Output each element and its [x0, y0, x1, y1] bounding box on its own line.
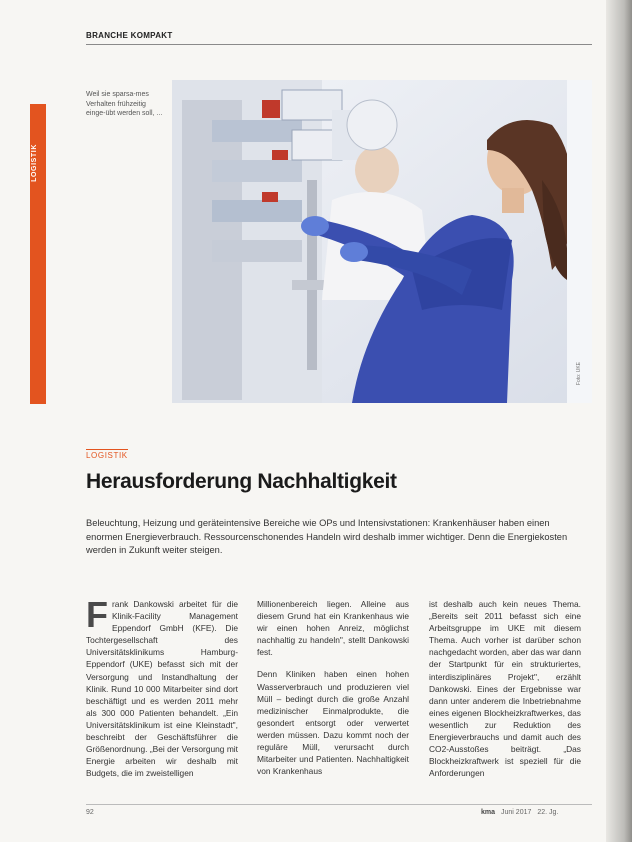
footer-brand: kma	[481, 809, 496, 816]
article-column-1	[86, 598, 238, 798]
column-2-paragraph-2: Denn Kliniken haben einen hohen Wasserverbrauch und produzieren viel Müll – bedingt durch die große Anzahl medizinischer Einmalprodukte, die gesondert entsorgt oder verwertet werden müssen. Dazu kommt noch der reguläre Müll, verursacht durch Mitarbeiter und Patienten. Nachhaltigkeit von Krankenhaus	[257, 669, 409, 777]
photo-caption: Weil sie sparsa-mes Verhalten frühzeitig einge-übt werden soll, ...	[86, 91, 163, 118]
side-tab	[30, 104, 46, 404]
page-number: 92	[86, 809, 94, 816]
column-3-text: ist deshalb auch kein neues Thema. „Bereits seit 2011 befasst sich eine Arbeitsgruppe im UKE mit diesem Thema. Auch vorher ist darüber schon nachgedacht worden, aber das war dann der Startpunkt für ein strukturiertes, interdisziplinäres Projekt", erzählt Dankowski. Eines der Ergebnisse war dann unter anderem die Inbetriebnahme eines eigenen Blockheizkraftwerkes, das wesentlich zur Reduktion des Energieverbrauchs und damit auch des CO2-Ausstoßes beiträgt. „Das Blockheizkraftwerk ist speziell für die Anforderungen	[429, 599, 581, 779]
footer-volume: 22. Jg.	[537, 809, 559, 816]
bottom-rule	[86, 804, 592, 805]
nurse-photo-illustration	[172, 80, 592, 403]
column-2-paragraph-1: Millionenbereich liegen. Alleine aus diesem Grund hat ein Krankenhaus wie wir einen hohen Anreiz, möglichst nachhaltig zu handeln", stellt Dankowski fest.	[257, 599, 409, 658]
nurse-photo	[172, 80, 592, 403]
side-tab-label: LOGISTIK	[31, 144, 38, 182]
footer-info	[481, 809, 558, 816]
article-column-3	[429, 598, 581, 798]
article-lead: Beleuchtung, Heizung und geräteintensive Bereiche wie OPs und Intensivstationen: Krankenhäuser haben einen enormen Energieverbrauch. Ressourcenschonendes Handeln wird deshalb immer wichtiger. Denn die Energiekosten werden in Zukunft weiter steigen.	[86, 518, 568, 556]
footer-issue: Juni 2017	[501, 809, 532, 816]
photo-credit: Foto: UKE	[576, 362, 582, 386]
page-spine-shadow	[606, 0, 632, 842]
section-label: BRANCHE KOMPAKT	[86, 31, 173, 40]
article-kicker: LOGISTIK	[86, 451, 128, 460]
top-rule	[86, 44, 592, 45]
dropcap: F	[86, 598, 108, 635]
article-headline: Herausforderung Nachhaltigkeit	[86, 470, 397, 493]
column-1-text: rank Dankowski arbeitet für die Klinik-Facility Management Eppendorf GmbH (KFE). Die Tochtergesellschaft des Universitätsklinikums Hamburg-Eppendorf (UKE) befasst sich mit der Versorgung und Instandhaltung der Klinik. Rund 10 000 Mitarbeiter sind dort beschäftigt und es werden 2011 mehr als 300 000 Patienten behandelt. „Ein Universitätsklinikum ist eine Kleinstadt", beschreibt der Geschäftsführer die Größenordnung. „Bei der Versorgung mit Energie arbeiten wir deshalb mit Budgets, die im zweistelligen	[86, 599, 238, 779]
article-column-2	[257, 598, 409, 798]
